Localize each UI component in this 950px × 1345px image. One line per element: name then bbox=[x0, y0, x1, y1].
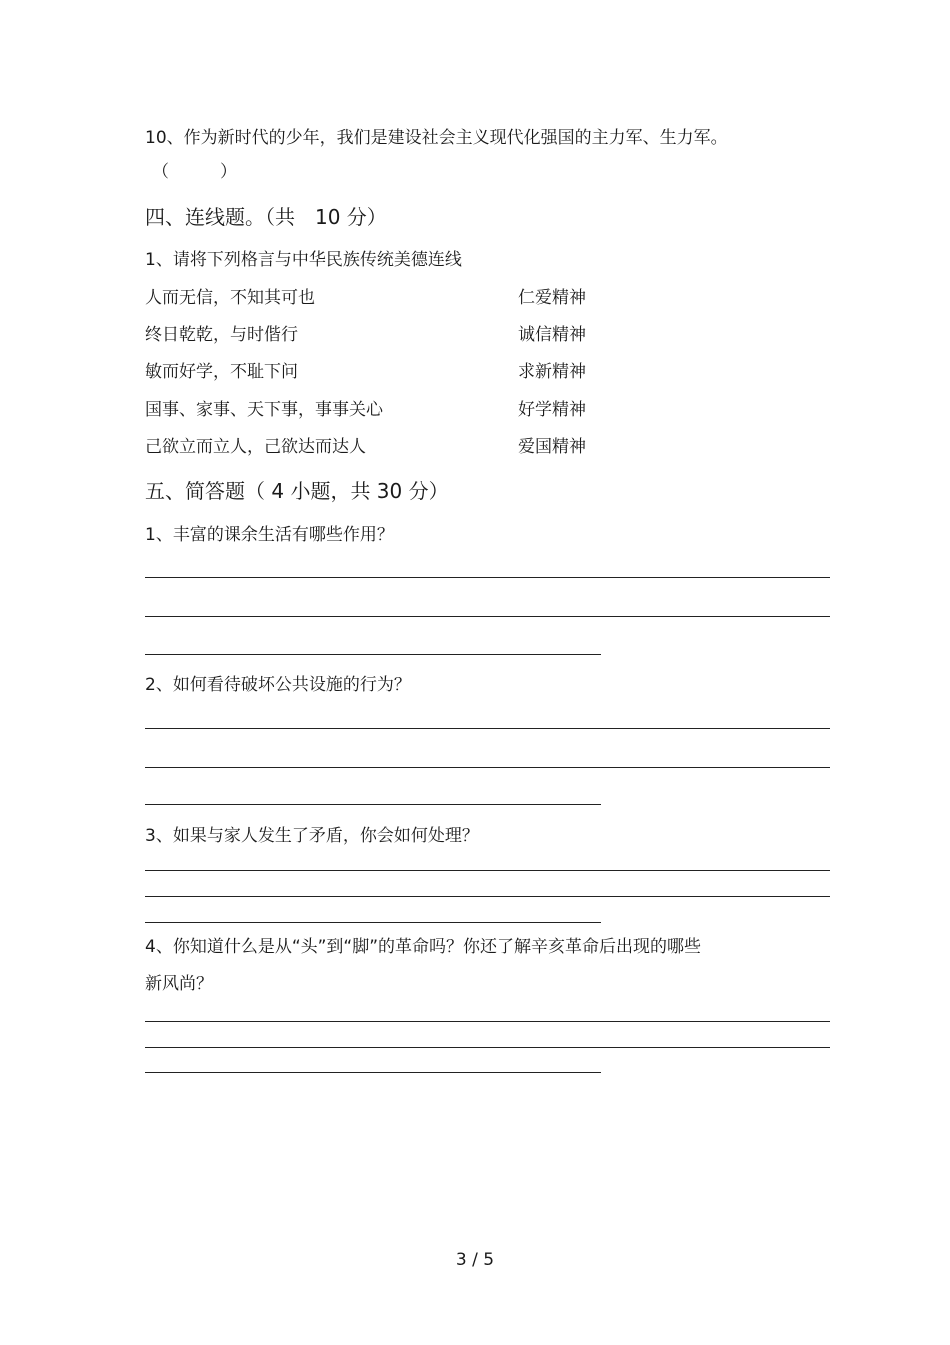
answer-line bbox=[145, 767, 830, 768]
virtue-1: 仁爱精神 bbox=[518, 288, 586, 308]
short-answer-question-4: 4、你知道什么是从“头”到“脚”的革命吗？你还了解辛亥革命后出现的哪些 bbox=[145, 937, 702, 957]
answer-line bbox=[145, 922, 601, 923]
virtue-2: 诚信精神 bbox=[518, 325, 586, 345]
section-4-heading: 四、连线题。（共 10 分） bbox=[145, 205, 387, 229]
short-answer-question-4-continued: 新风尚？ bbox=[145, 974, 213, 994]
short-answer-question-1: 1、丰富的课余生活有哪些作用？ bbox=[145, 525, 394, 545]
matching-question: 1、请将下列格言与中华民族传统美德连线 bbox=[145, 250, 462, 270]
virtue-4: 好学精神 bbox=[518, 400, 586, 420]
virtue-3: 求新精神 bbox=[518, 362, 586, 382]
answer-line bbox=[145, 577, 830, 578]
maxim-3: 敏而好学，不耻下问 bbox=[145, 362, 298, 382]
maxim-2: 终日乾乾，与时偕行 bbox=[145, 325, 298, 345]
answer-line bbox=[145, 870, 830, 871]
answer-line bbox=[145, 1021, 830, 1022]
answer-line bbox=[145, 728, 830, 729]
answer-blank: （ ） bbox=[152, 162, 237, 182]
question-10-text: 10、作为新时代的少年，我们是建设社会主义现代化强国的主力军、生力军。 bbox=[145, 128, 728, 148]
maxim-1: 人而无信，不知其可也 bbox=[145, 288, 315, 308]
maxim-5: 己欲立而立人，己欲达而达人 bbox=[145, 437, 366, 457]
maxim-4: 国事、家事、天下事，事事关心 bbox=[145, 400, 383, 420]
page-number: 3 / 5 bbox=[455, 1250, 495, 1270]
answer-line bbox=[145, 1072, 601, 1073]
answer-line bbox=[145, 896, 830, 897]
short-answer-question-2: 2、如何看待破坏公共设施的行为？ bbox=[145, 675, 411, 695]
virtue-5: 爱国精神 bbox=[518, 437, 586, 457]
section-5-heading: 五、简答题（ 4 小题，共 30 分） bbox=[145, 479, 449, 503]
answer-line bbox=[145, 804, 601, 805]
answer-line bbox=[145, 616, 830, 617]
short-answer-question-3: 3、如果与家人发生了矛盾，你会如何处理？ bbox=[145, 826, 479, 846]
answer-line bbox=[145, 654, 601, 655]
answer-line bbox=[145, 1047, 830, 1048]
